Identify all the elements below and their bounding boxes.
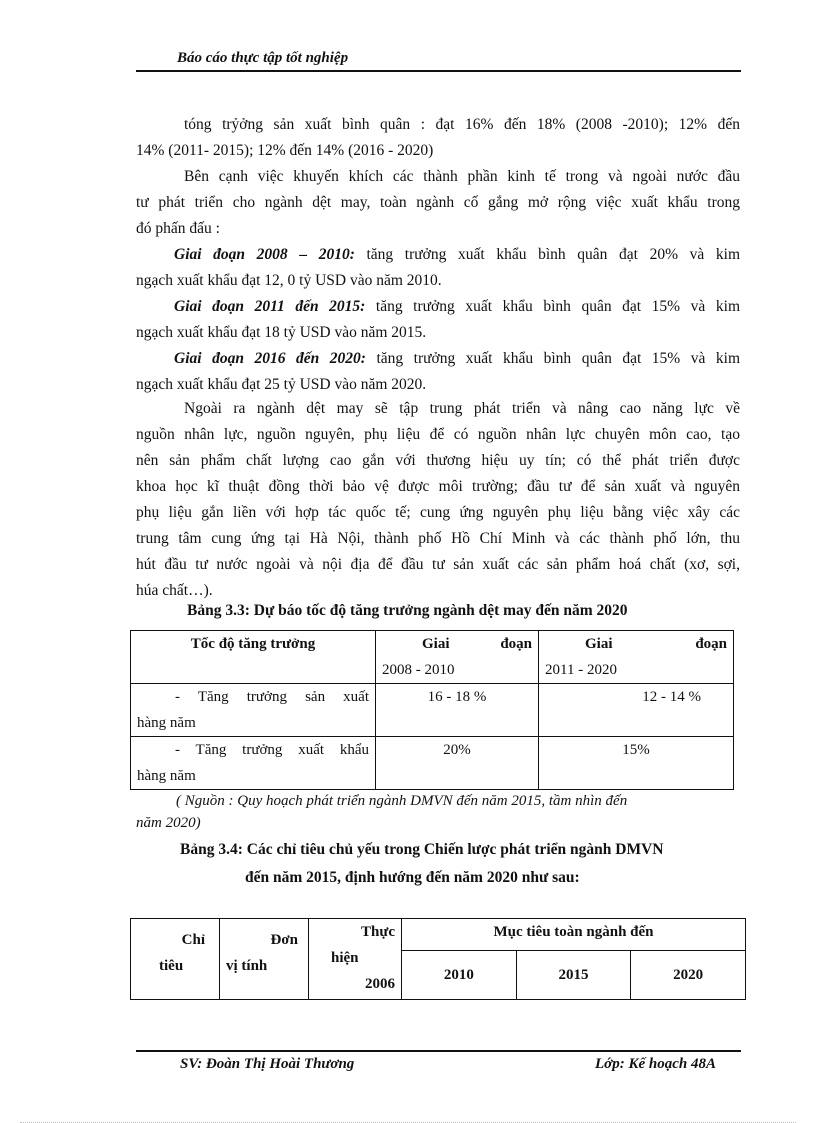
text-line	[136, 242, 740, 268]
text-line: khoa học kĩ thuật đồng thời bảo vệ được môi trường; đầu tư để sản xuất và nguyên	[136, 478, 740, 495]
header-label: Đơn	[270, 932, 298, 948]
text-line: đó phấn đấu :	[136, 220, 220, 237]
year-cell: 2010	[402, 950, 517, 999]
year-cell: 2015	[516, 950, 631, 999]
stage-label: Giai đoạn 2016 đến 2020:	[174, 350, 366, 367]
table-header-row	[131, 919, 746, 951]
table-header-row	[131, 631, 734, 684]
year-cell: 2020	[631, 950, 746, 999]
stage-2011-2015	[136, 294, 740, 346]
table-3-4	[130, 918, 746, 1000]
row-label-cell	[131, 737, 376, 790]
header-cell	[539, 631, 734, 684]
text-line: húa chất…).	[136, 582, 213, 599]
text-line: 14% (2011- 2015); 12% đến 14% (2016 - 2020)	[136, 142, 434, 159]
text-line	[136, 294, 740, 320]
header-label: vị tính	[226, 958, 268, 974]
footer-student: SV: Đoàn Thị Hoài Thương	[180, 1056, 355, 1072]
stage-label: Giai đoạn 2011 đến 2015:	[174, 298, 366, 315]
header-label: hiện	[331, 950, 359, 966]
header-cell	[131, 631, 376, 684]
stage-text: tăng trưởng xuất khẩu bình quân đạt 20% và kim	[354, 246, 740, 263]
table-3-3-source	[136, 790, 740, 834]
source-line: năm 2020)	[136, 815, 201, 831]
text-line: ngạch xuất khẩu đạt 12, 0 tỷ USD vào năm 2010.	[136, 272, 442, 289]
header-label: Giai	[585, 636, 613, 652]
header-label: Chỉ	[181, 932, 205, 948]
table-3-3-caption: Bảng 3.3: Dự báo tốc độ tăng trưởng ngành dệt may đến năm 2020	[187, 602, 628, 619]
header-label: tiêu	[159, 958, 184, 974]
stage-2016-2020	[136, 346, 740, 398]
text-line	[136, 346, 740, 372]
paragraph-encourage	[136, 164, 740, 242]
header-label: đoạn	[500, 636, 532, 652]
text-line: Bên cạnh việc khuyến khích các thành phần kinh tế trong và ngoài nước đầu	[184, 168, 740, 185]
value-cell: 15%	[539, 737, 734, 790]
header-label: Tốc độ tăng trưởng	[190, 636, 316, 652]
text-line: nên sản phẩm chất lượng cao gắn với thương hiệu uy tín; có thể phát triển được	[136, 452, 740, 469]
text-line: tóng trỷởng sản xuất bình quân : đạt 16% đến 18% (2008 -2010); 12% đến	[184, 116, 740, 133]
text-line: nguồn nhân lực, nguồn nguyên, phụ liệu để có nguồn nhân lực chuyên môn cao, tạo	[136, 426, 740, 443]
text-line: ngạch xuất khẩu đạt 25 tỷ USD vào năm 2020.	[136, 376, 427, 393]
stage-label: Giai đoạn 2008 – 2010:	[174, 246, 355, 263]
table-row	[131, 684, 734, 737]
source-line: ( Nguồn : Quy hoạch phát triển ngành DMVN đến năm 2015, tầm nhìn đến	[176, 793, 628, 809]
header-cell	[376, 631, 539, 684]
table-row	[131, 737, 734, 790]
row-label: - Tăng trưởng xuất khẩu	[175, 742, 369, 758]
header-label: 2006	[365, 976, 395, 992]
value-cell: 16 - 18 %	[376, 684, 539, 737]
header-label: đoạn	[695, 636, 727, 652]
header-cell	[131, 919, 220, 1000]
text-line: trung tâm cung ứng tại Hà Nội, thành phố Hồ Chí Minh và các thành phố lớn, thu	[136, 530, 740, 547]
table-3-4-caption-line1: Bảng 3.4: Các chỉ tiêu chủ yếu trong Chiến lược phát triển ngành DMVN	[180, 841, 664, 858]
row-label: - Tăng trưởng sản xuất	[175, 689, 369, 705]
row-label: hàng năm	[137, 768, 196, 784]
table-3-4-caption-line2: đến năm 2015, định hướng đến năm 2020 như sau:	[245, 869, 580, 886]
stage-text: tăng trưởng xuất khẩu bình quân đạt 15% và kim	[365, 298, 741, 315]
value-cell: 20%	[376, 737, 539, 790]
text-line: phụ liệu gắn liền với hợp tác quốc tế; cung ứng nguyên phụ liệu bằng việc xây các	[136, 504, 740, 521]
text-line: hút đầu tư nước ngoài và nội địa để đầu tư sản xuất các sản phẩm hoá chất (xơ, sợi,	[136, 556, 740, 573]
text-line: Ngoài ra ngành dệt may sẽ tập trung phát triển và nâng cao năng lực về	[184, 400, 740, 417]
paragraph-development	[136, 396, 740, 604]
stage-text: tăng trưởng xuất khẩu bình quân đạt 15% và kim	[365, 350, 741, 367]
row-label: hàng năm	[137, 715, 196, 731]
stage-2008-2010	[136, 242, 740, 294]
text-line: ngạch xuất khẩu đạt 18 tỷ USD vào năm 2015.	[136, 324, 427, 341]
header-cell: Mục tiêu toàn ngành đến	[402, 919, 746, 951]
header-label: 2008 - 2010	[382, 662, 455, 678]
row-label-cell	[131, 684, 376, 737]
header-label: 2011 - 2020	[545, 662, 617, 678]
page-header-title: Báo cáo thực tập tốt nghiệp	[177, 50, 349, 66]
text-line: tư phát triển cho ngành dệt may, toàn ngành cố gắng mở rộng việc xuất khẩu trong	[136, 194, 740, 211]
footer-rule	[136, 1050, 741, 1052]
footer-class: Lớp: Kế hoạch 48A	[595, 1056, 716, 1072]
header-label: Thực	[360, 924, 395, 940]
header-rule	[136, 70, 741, 72]
value-cell: 12 - 14 %	[539, 684, 734, 737]
header-cell	[309, 919, 402, 1000]
paragraph-growth	[136, 112, 740, 164]
header-label: Giai	[422, 636, 450, 652]
header-cell	[220, 919, 309, 1000]
table-3-3	[130, 630, 734, 790]
